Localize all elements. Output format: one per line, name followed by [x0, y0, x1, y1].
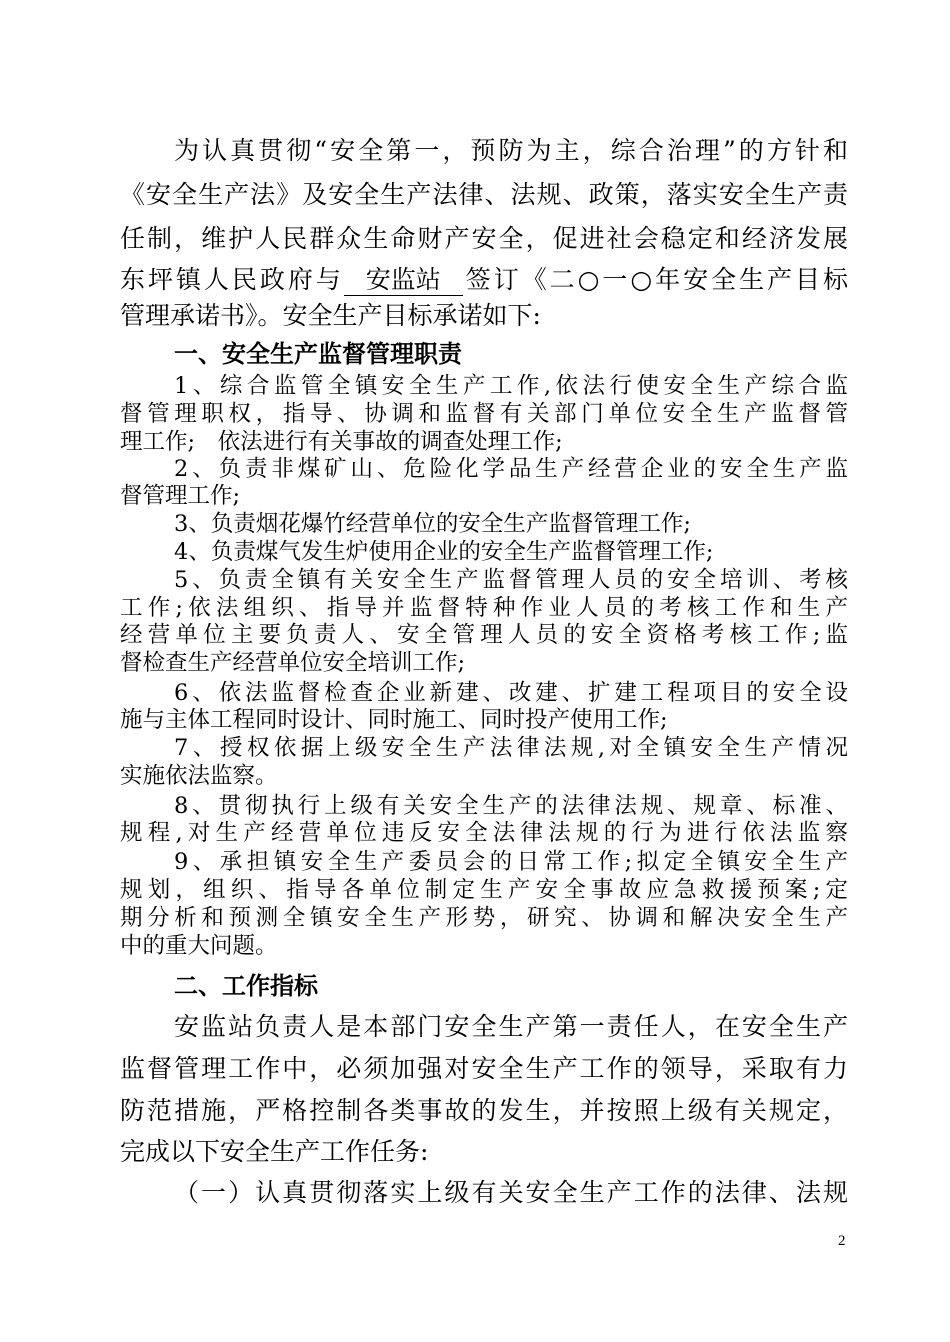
section1-line: 规程,对生产经营单位违反安全法律法规的行为进行依法监察 [120, 820, 848, 846]
section1-line: 9、承担镇安全生产委员会的日常工作;拟定全镇安全生产 [174, 849, 848, 875]
section1-line: 经营单位主要负责人、安全管理人员的安全资格考核工作;监 [120, 622, 848, 648]
section2-line: （一）认真贯彻落实上级有关安全生产工作的法律、法规 [174, 1178, 848, 1207]
section1-line: 督管理工作; [120, 483, 241, 509]
section1-heading: 一、安全生产监督管理职责 [174, 339, 462, 368]
section1-line: 8、贯彻执行上级有关安全生产的法律法规、规章、标准、 [174, 793, 848, 819]
section1-line: 工作;依法组织、指导并监督特种作业人员的考核工作和生产 [120, 595, 848, 621]
section1-line: 理工作; 依法进行有关事故的调查处理工作; [120, 429, 563, 455]
section2-line: 完成以下安全生产工作任务: [120, 1137, 429, 1166]
section1-line: 督检查生产经营单位安全培训工作; [120, 650, 466, 676]
section1-line: 规划，组织、指导各单位制定生产安全事故应急救援预案;定 [120, 877, 848, 903]
intro-line-4-before: 东坪镇人民政府与 [120, 265, 344, 294]
section1-line: 1、综合监管全镇安全生产工作,依法行使安全生产综合监 [174, 373, 848, 399]
section1-line: 5、负责全镇有关安全生产监督管理人员的安全培训、考核 [174, 567, 848, 593]
section2-heading: 二、工作指标 [174, 971, 318, 1000]
section1-line: 4、负责煤气发生炉使用企业的安全生产监督管理工作; [174, 539, 714, 565]
intro-line-4-after: 签订《二○一○年安全生产目标 [462, 265, 848, 294]
intro-line-2: 《安全生产法》及安全生产法律、法规、政策，落实安全生产责 [120, 180, 848, 209]
intro-line-3: 任制，维护人民群众生命财产安全，促进社会稳定和经济发展 [120, 224, 848, 253]
section2-line: 安监站负责人是本部门安全生产第一责任人，在安全生产 [174, 1012, 848, 1041]
section2-line: 监督管理工作中，必须加强对安全生产工作的领导，采取有力 [120, 1054, 848, 1083]
intro-line-1: 为认真贯彻“安全第一，预防为主，综合治理”的方针和 [174, 136, 848, 165]
section2-line: 防范措施，严格控制各类事故的发生，并按照上级有关规定， [120, 1096, 848, 1125]
section1-line: 实施依法监察。 [120, 763, 278, 789]
section1-line: 督管理职权，指导、协调和监督有关部门单位安全生产监督管 [120, 401, 848, 427]
section1-line: 中的重大问题。 [120, 933, 278, 959]
intro-line-5: 管理承诺书》。安全生产目标承诺如下: [120, 301, 541, 330]
section1-line: 6、依法监督检查企业新建、改建、扩建工程项目的安全设 [174, 680, 848, 706]
section1-line: 2、负责非煤矿山、危险化学品生产经营企业的安全生产监 [174, 456, 848, 482]
page-number: 2 [838, 1233, 846, 1249]
section1-line: 施与主体工程同时设计、同时施工、同时投产使用工作; [120, 707, 668, 733]
intro-line-4 [120, 260, 848, 296]
section1-line: 期分析和预测全镇安全生产形势，研究、协调和解决安全生产 [120, 905, 848, 931]
section1-line: 7、授权依据上级安全生产法律法规,对全镇安全生产情况 [174, 735, 848, 761]
section1-line: 3、负责烟花爆竹经营单位的安全生产监督管理工作; [174, 511, 691, 537]
contract-party-field: 安监站 [344, 266, 463, 296]
